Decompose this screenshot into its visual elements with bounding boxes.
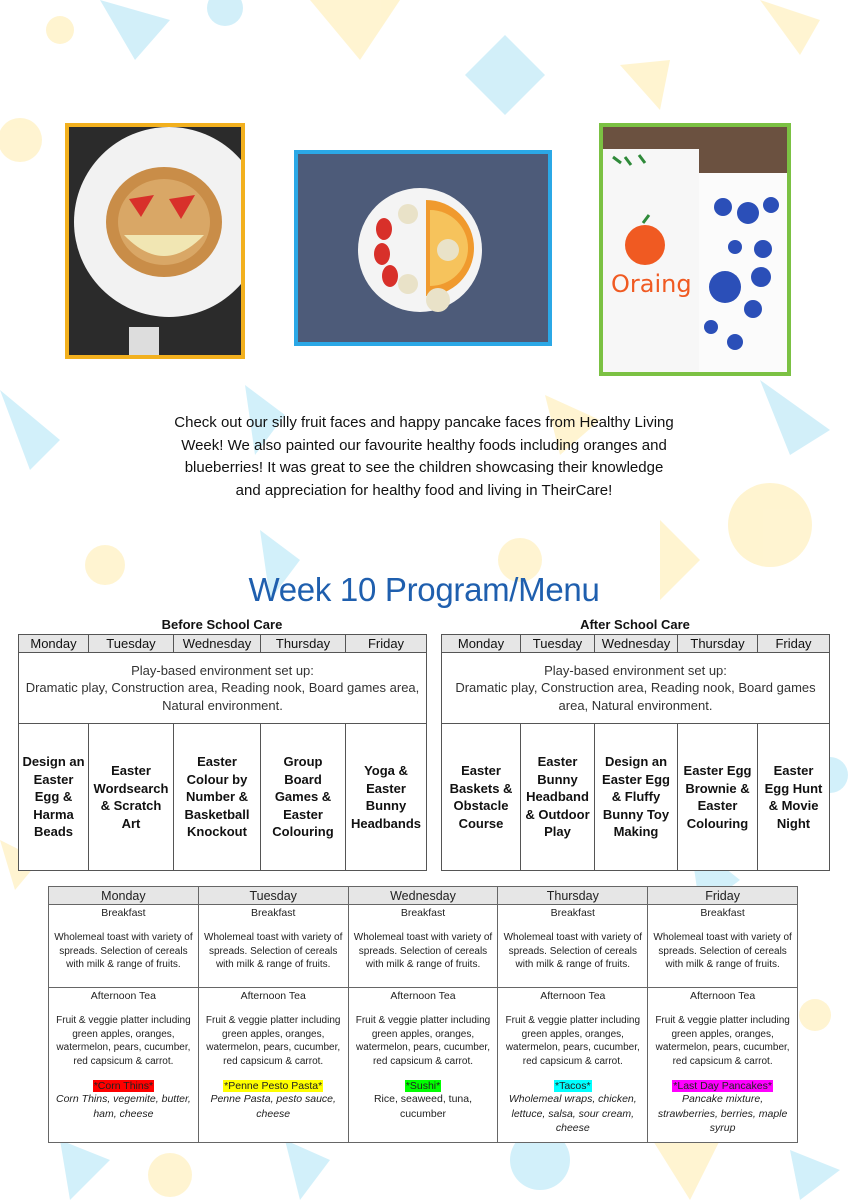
- activity-cell: Design an Easter Egg & Fluffy Bunny Toy Making: [595, 724, 678, 871]
- day-header: Monday: [19, 635, 89, 653]
- activity-cell: Easter Wordsearch & Scratch Art: [89, 724, 174, 871]
- breakfast-cell: [648, 905, 798, 988]
- day-header: Wednesday: [348, 887, 498, 905]
- table-header-row: [442, 635, 830, 653]
- activity-cell: Easter Egg Brownie & Easter Colouring: [678, 724, 758, 871]
- table-row: [19, 653, 427, 724]
- day-header: Thursday: [498, 887, 648, 905]
- caption-line: and appreciation for healthy food and living in TheirCare!: [235, 481, 613, 499]
- breakfast-label: Breakfast: [101, 907, 146, 919]
- afternoon-tea-cell: [348, 988, 498, 1143]
- breakfast-label: Breakfast: [251, 907, 296, 919]
- day-header: Wednesday: [595, 635, 678, 653]
- afternoon-tea-cell: [648, 988, 798, 1143]
- after-school-label: After School Care: [580, 617, 690, 632]
- special-desc: Rice, seaweed, tuna, cucumber: [373, 1093, 473, 1120]
- after-school-table: [441, 634, 830, 871]
- day-header: Tuesday: [89, 635, 174, 653]
- table-row: [19, 724, 427, 871]
- day-header: Friday: [758, 635, 830, 653]
- caption-line: blueberries! It was great to see the children showcasing their knowledge: [184, 459, 664, 476]
- special-title: *Sushi*: [405, 1080, 441, 1092]
- table-header-row: [19, 635, 427, 653]
- afternoon-tea-cell: [49, 988, 199, 1143]
- special-desc: Penne Pasta, pesto sauce, cheese: [210, 1093, 336, 1120]
- table-row: [442, 724, 830, 871]
- special-desc: Wholemeal wraps, chicken, lettuce, salsa, sour cream, cheese: [508, 1093, 637, 1134]
- afternoon-tea-row: [49, 988, 798, 1143]
- setup-details: Dramatic play, Construction area, Reading nook, Board games area, Natural environment.: [25, 680, 420, 713]
- afternoon-tea-text: Fruit & veggie platter including green apples, oranges, watermelon, pears, cucumber, red capsicum & carrot.: [56, 1015, 191, 1067]
- setup-cell: [442, 653, 830, 724]
- day-header: Thursday: [261, 635, 346, 653]
- afternoon-tea-text: Fruit & veggie platter including green apples, oranges, watermelon, pears, cucumber, red capsicum & carrot.: [355, 1015, 491, 1067]
- day-header: Thursday: [678, 635, 758, 653]
- photo-fruit-face: [294, 150, 552, 346]
- day-header: Tuesday: [521, 635, 595, 653]
- breakfast-cell: [348, 905, 498, 988]
- activity-cell: Easter Egg Hunt & Movie Night: [758, 724, 830, 871]
- caption-line: Check out our silly fruit faces and happy pancake faces from Healthy Living: [174, 414, 674, 431]
- activity-cell: Easter Baskets & Obstacle Course: [442, 724, 521, 871]
- afternoon-tea-cell: [198, 988, 348, 1143]
- caption-line: Week! We also painted our favourite healthy foods including oranges and: [181, 436, 667, 454]
- afternoon-tea-label: Afternoon Tea: [90, 990, 156, 1002]
- breakfast-text: Wholemeal toast with variety of spreads. Selection of cereals with milk & range of fruits.: [653, 932, 792, 970]
- day-header: Tuesday: [198, 887, 348, 905]
- breakfast-cell: [498, 905, 648, 988]
- special-title: *Corn Thins*: [93, 1080, 154, 1092]
- photo-painted-foods: [599, 123, 791, 376]
- activity-cell: Design an Easter Egg & Harma Beads: [19, 724, 89, 871]
- activity-cell: Easter Colour by Number & Basketball Knockout: [174, 724, 261, 871]
- breakfast-text: Wholemeal toast with variety of spreads. Selection of cereals with milk & range of fruits.: [54, 932, 193, 970]
- breakfast-label: Breakfast: [700, 907, 745, 919]
- breakfast-text: Wholemeal toast with variety of spreads. Selection of cereals with milk & range of fruits.: [503, 932, 642, 970]
- afternoon-tea-cell: [498, 988, 648, 1143]
- table-header-row: [49, 887, 798, 905]
- setup-cell: [19, 653, 427, 724]
- day-header: Friday: [648, 887, 798, 905]
- before-school-label: Before School Care: [161, 617, 283, 632]
- special-desc: Pancake mixture, strawberries, berries, maple syrup: [657, 1093, 788, 1134]
- day-header: Friday: [346, 635, 427, 653]
- activity-cell: Yoga & Easter Bunny Headbands: [346, 724, 427, 871]
- activity-cell: Easter Bunny Headband & Outdoor Play: [521, 724, 595, 871]
- breakfast-label: Breakfast: [400, 907, 446, 919]
- special-title: *Last Day Pancakes*: [673, 1080, 772, 1092]
- breakfast-cell: [49, 905, 199, 988]
- setup-heading: Play-based environment set up:: [131, 662, 314, 678]
- day-header: Monday: [49, 887, 199, 905]
- breakfast-label: Breakfast: [550, 907, 595, 919]
- photo-pancake-face: [65, 123, 245, 359]
- day-header: Monday: [442, 635, 521, 653]
- day-header: Wednesday: [174, 635, 261, 653]
- afternoon-tea-text: Fruit & veggie platter including green apples, oranges, watermelon, pears, cucumber, red capsicum & carrot.: [505, 1015, 641, 1067]
- special-title: *Tacos*: [554, 1080, 591, 1092]
- menu-table: [48, 886, 798, 1143]
- afternoon-tea-label: Afternoon Tea: [540, 990, 606, 1002]
- caption-paragraph: [150, 412, 698, 502]
- breakfast-text: Wholemeal toast with variety of spreads. Selection of cereals with milk & range of fruits.: [353, 932, 493, 970]
- activity-cell: Group Board Games & Easter Colouring: [261, 724, 346, 871]
- breakfast-cell: [198, 905, 348, 988]
- afternoon-tea-text: Fruit & veggie platter including green apples, oranges, watermelon, pears, cucumber, red capsicum & carrot.: [205, 1015, 341, 1067]
- breakfast-row: [49, 905, 798, 988]
- page-title: Week 10 Program/Menu: [248, 571, 600, 608]
- breakfast-text: Wholemeal toast with variety of spreads. Selection of cereals with milk & range of fruits.: [204, 932, 343, 970]
- afternoon-tea-label: Afternoon Tea: [689, 990, 756, 1002]
- setup-heading: Play-based environment set up:: [544, 662, 727, 678]
- afternoon-tea-label: Afternoon Tea: [390, 990, 456, 1002]
- table-row: [442, 653, 830, 724]
- special-desc: Corn Thins, vegemite, butter, ham, cheese: [55, 1093, 191, 1120]
- afternoon-tea-text: Fruit & veggie platter including green apples, oranges, watermelon, pears, cucumber, red capsicum & carrot.: [655, 1015, 790, 1067]
- afternoon-tea-label: Afternoon Tea: [240, 990, 306, 1002]
- before-school-table: [18, 634, 427, 871]
- special-title: *Penne Pesto Pasta*: [224, 1080, 323, 1092]
- photo-3-painted-word: Oraing: [611, 270, 692, 298]
- setup-details: Dramatic play, Construction area, Reading nook, Board games area, Natural environment.: [455, 680, 816, 713]
